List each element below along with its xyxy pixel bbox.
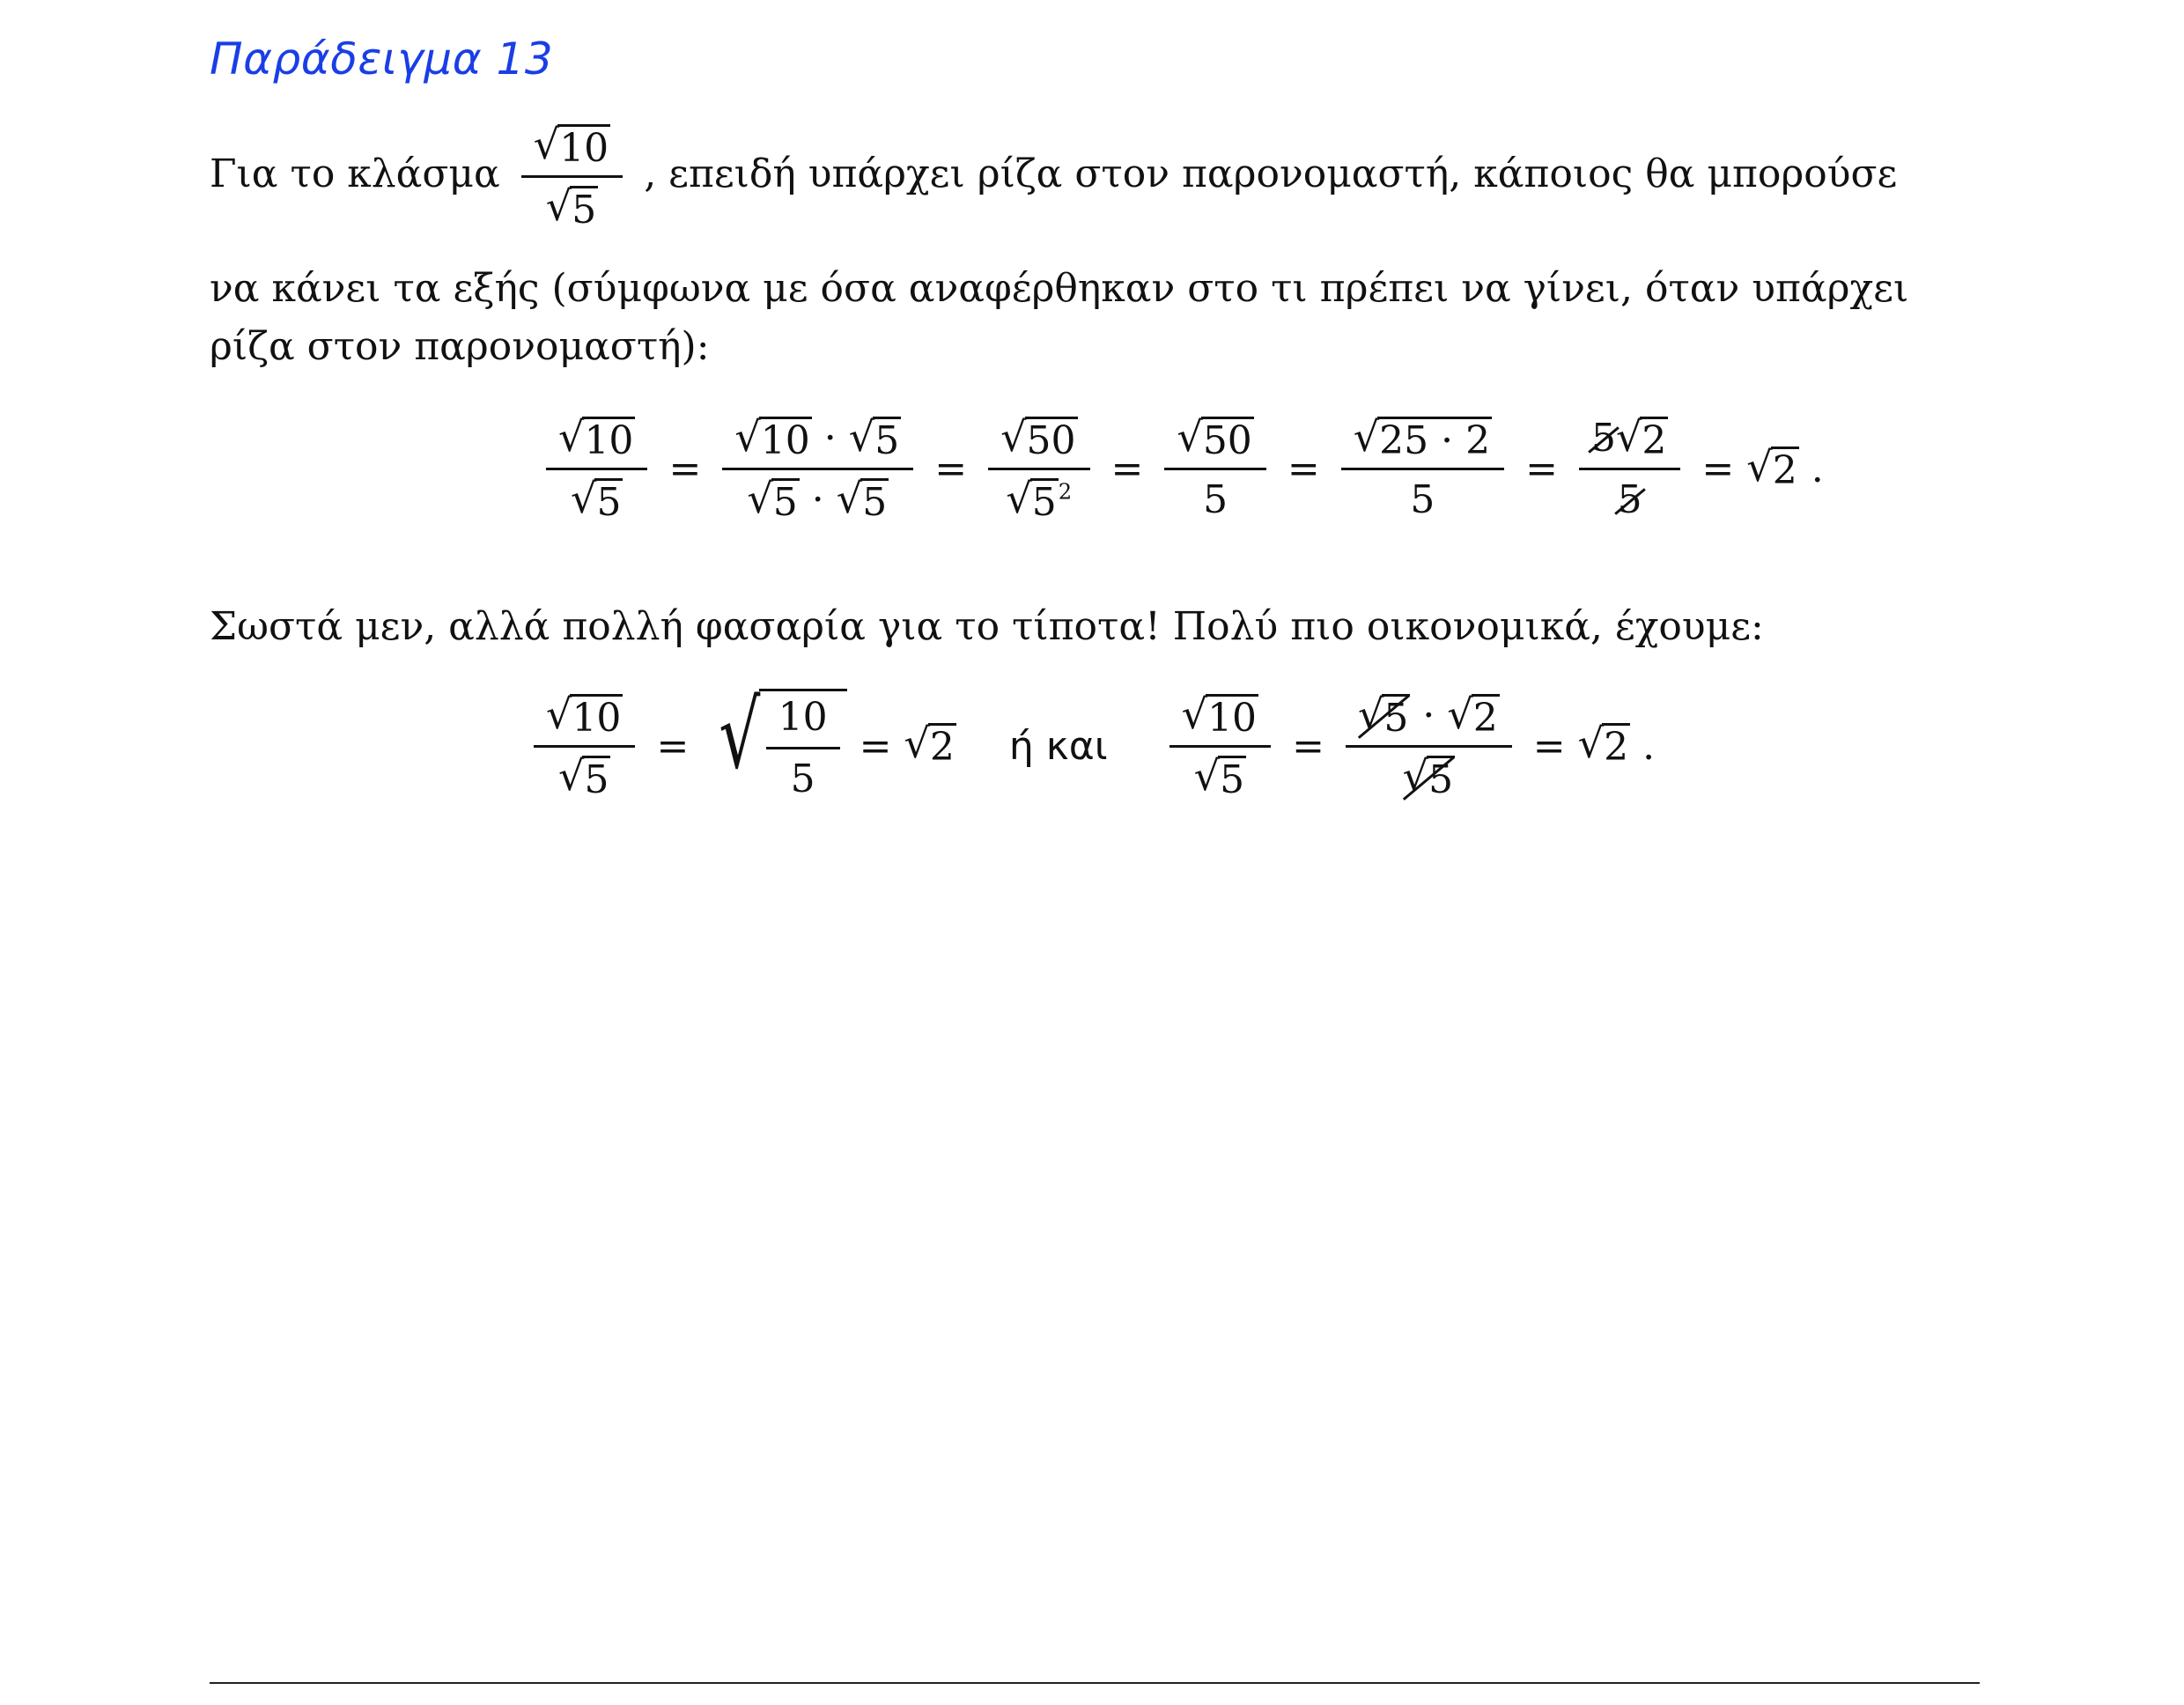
eq1-term-1: √ 10 √ 5 (546, 414, 647, 524)
equals-sign: = (668, 447, 702, 491)
equals-sign: = (656, 723, 690, 769)
paragraph-1-line-3: ρίζα στον παρονομαστή): (210, 324, 710, 369)
equals-sign: = (1287, 447, 1320, 491)
equals-sign: = (934, 447, 968, 491)
equals-sign: = (1701, 447, 1735, 491)
connector-text: ή και (1008, 723, 1108, 769)
eq1-term-4: √ 50 5 (1164, 414, 1265, 524)
equals-sign: = (859, 723, 892, 769)
eq2-result-f: √ 2 (1577, 720, 1629, 771)
footer-divider (210, 1682, 1980, 1684)
paragraph-1-line-1 (210, 122, 1897, 232)
period: . (1811, 447, 1824, 491)
eq2-term-e: √ 5 · √ 2 √ 5 (1346, 691, 1512, 801)
equals-sign: = (1110, 447, 1144, 491)
paragraph-1-line-2: να κάνει τα εξής (σύμφωνα με όσα αναφέρθηκαν στο τι πρέπει να γίνει, όταν υπάρχει (210, 266, 1909, 311)
equation-1 (537, 414, 1824, 524)
inline-frac-num: 10 (559, 126, 609, 171)
para1-rest: , επειδή υπάρχει ρίζα στον παρονομαστή, κάποιος θα μπορούσε (644, 151, 1898, 196)
eq1-term-2: √ 10 · √ 5 √ 5 · √ 5 (722, 414, 913, 524)
eq2-term-a: √ 10 √ 5 (534, 691, 635, 801)
inline-frac-den: 5 (572, 188, 597, 232)
period: . (1642, 723, 1656, 769)
equation-2 (525, 681, 1656, 803)
eq2-term-b: √ $\frac{10}{5}$ (701, 689, 846, 803)
equals-sign: = (1525, 447, 1558, 491)
eq1-result: √ 2 (1746, 442, 1797, 493)
example-title: Παράδειγμα 13 (210, 33, 554, 85)
eq1-term-6: 5 √ 2 5 (1579, 414, 1680, 524)
cancel-mark: √ 5 (1357, 690, 1409, 741)
paragraph-2: Σωστά μεν, αλλά πολλή φασαρία για το τίποτα! Πολύ πιο οικονομικά, έχουμε: (210, 604, 1764, 649)
eq2-term-d: √ 10 √ 5 (1169, 691, 1271, 801)
eq1-term-5: √ 25 · 2 5 (1341, 414, 1504, 524)
equals-sign: = (1292, 723, 1324, 769)
para1-lead: Για το κλάσμα (210, 151, 500, 196)
cancel-mark: 5 (1617, 477, 1642, 522)
inline-fraction: √ 10 √ 5 (521, 122, 623, 232)
cancel-mark: √ 5 (1402, 751, 1454, 802)
eq2-result-c: √ 2 (904, 720, 955, 771)
cancel-mark: 5 (1590, 416, 1616, 461)
equals-sign: = (1532, 723, 1566, 769)
eq1-term-3: √ 50 √ 5 $^2$ (988, 414, 1089, 524)
